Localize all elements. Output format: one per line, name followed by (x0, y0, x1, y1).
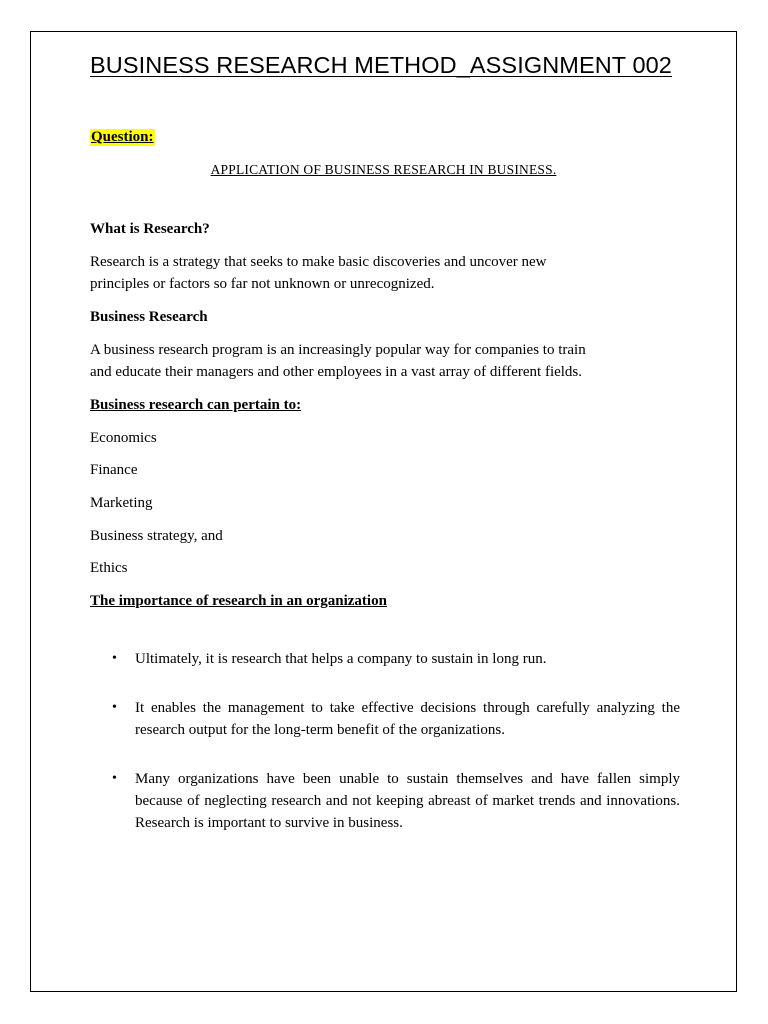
bullet-text: Many organizations have been unable to sustain themselves and have fallen simply because of neglecting research and not keeping abreast of market trends and innovations. Research is important to survive in business. (135, 771, 680, 831)
importance-heading: The importance of research in an organization (90, 593, 387, 609)
research-definition-line-1: Research is a strategy that seeks to make basic discoveries and uncover new (90, 254, 547, 270)
question-label: Question: (91, 129, 154, 145)
bullet-icon: • (112, 651, 117, 666)
subject-heading: APPLICATION OF BUSINESS RESEARCH IN BUSINESS. (210, 162, 557, 177)
business-research-heading: Business Research (90, 309, 208, 325)
business-research-line-1: A business research program is an increasingly popular way for companies to train (90, 342, 586, 358)
list-item: Economics (90, 430, 157, 446)
bullet-item (90, 768, 680, 834)
list-item: Marketing (90, 495, 153, 511)
pertain-heading: Business research can pertain to: (90, 397, 302, 413)
bullet-icon: • (112, 771, 117, 786)
importance-bullet-list (90, 648, 680, 861)
bullet-text: It enables the management to take effective decisions through carefully analyzing the research output for the long-term benefit of the organizations. (135, 700, 680, 738)
bullet-item (90, 648, 680, 670)
document-title: BUSINESS RESEARCH METHOD_ASSIGNMENT 002 (90, 52, 672, 78)
bullet-item (90, 697, 680, 741)
document-page (30, 31, 737, 992)
what-is-research-heading: What is Research? (90, 221, 210, 237)
list-item: Finance (90, 462, 138, 478)
bullet-icon: • (112, 700, 117, 715)
bullet-text: Ultimately, it is research that helps a company to sustain in long run. (135, 651, 547, 667)
research-definition-line-2: principles or factors so far not unknown or unrecognized. (90, 276, 435, 292)
list-item: Business strategy, and (90, 528, 223, 544)
business-research-line-2: and educate their managers and other employees in a vast array of different fields. (90, 364, 583, 380)
list-item: Ethics (90, 560, 128, 576)
